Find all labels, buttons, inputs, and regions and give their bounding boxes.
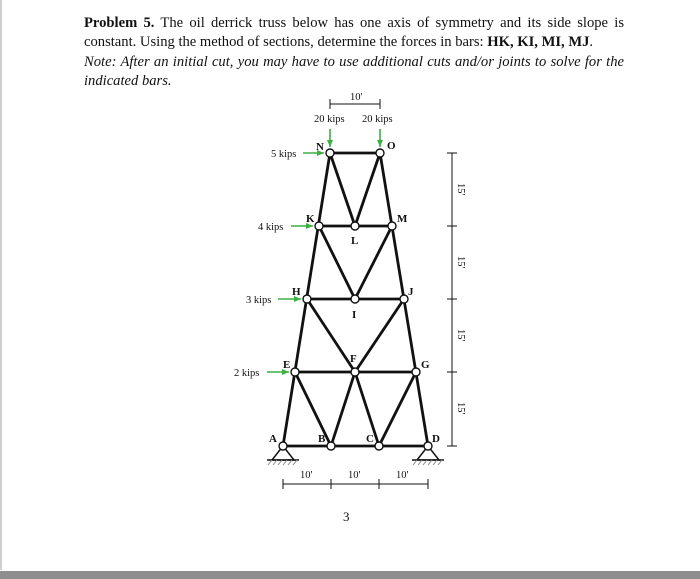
load-label-k: 4 kips [258, 222, 284, 233]
member-nl [330, 153, 355, 226]
problem-end: . [589, 34, 594, 51]
load-label-e: 2 kips [234, 368, 260, 379]
joint-a [279, 442, 287, 450]
joint-l [351, 222, 359, 230]
dim-label-height-2: 15' [455, 256, 466, 269]
label-b: B [318, 433, 326, 445]
label-n: N [316, 141, 324, 153]
load-arrows [267, 129, 380, 372]
load-label-h: 3 kips [246, 295, 272, 306]
member-ki [319, 226, 355, 299]
label-h: H [292, 286, 301, 298]
joint-i [351, 295, 359, 303]
problem-heading: Problem 5. [84, 15, 155, 31]
label-i: I [352, 309, 357, 321]
member-ol [355, 153, 380, 226]
joint-m [388, 222, 396, 230]
page-number: 3 [343, 509, 350, 524]
label-j: J [408, 286, 414, 298]
label-k: K [306, 213, 315, 225]
label-m: M [397, 213, 408, 225]
dim-label-height-1: 15' [455, 183, 466, 196]
dimension-lines [283, 104, 457, 484]
dim-label-bottom-2: 10' [348, 470, 361, 481]
member-fb [331, 372, 355, 446]
joint-c [375, 442, 383, 450]
member-hf [307, 299, 355, 372]
node-labels [269, 140, 440, 445]
member-jf [355, 299, 404, 372]
joint-f [351, 368, 359, 376]
problem-bars: HK, KI, MI, MJ [487, 34, 590, 51]
label-e: E [283, 359, 291, 371]
bottom-bar [0, 571, 700, 579]
load-label-top-right: 20 kips [362, 114, 393, 125]
label-a: A [269, 433, 277, 445]
dim-label-bottom-1: 10' [300, 470, 313, 481]
dim-label-top: 10' [350, 92, 363, 103]
dim-label-height-4: 15' [455, 402, 466, 415]
joint-b [327, 442, 335, 450]
joint-e [291, 368, 299, 376]
member-gc [379, 372, 416, 446]
label-f: F [350, 353, 357, 365]
label-d: D [432, 433, 440, 445]
joint-j [400, 295, 408, 303]
joint-o [376, 149, 384, 157]
truss-joints [279, 149, 432, 450]
load-label-n: 5 kips [271, 149, 297, 160]
joint-g [412, 368, 420, 376]
joint-n [326, 149, 334, 157]
member-mi [355, 226, 392, 299]
label-g: G [421, 359, 430, 371]
label-c: C [366, 433, 374, 445]
load-label-top-left: 20 kips [314, 114, 345, 125]
dim-label-height-3: 15' [455, 329, 466, 342]
label-l: L [351, 235, 359, 247]
joint-d [424, 442, 432, 450]
member-eb [295, 372, 331, 446]
joint-h [303, 295, 311, 303]
dim-label-bottom-3: 10' [396, 470, 409, 481]
problem-note: Note: After an initial cut, you may have to use additional cuts and/or joints to solve for the indicated bars. [84, 53, 624, 90]
problem-text: The oil derrick truss below has one axis of symmetry and its side slope is constant. Using the method of sections, determine the forces in bars: [84, 15, 624, 51]
joint-k [315, 222, 323, 230]
label-o: O [387, 140, 396, 152]
